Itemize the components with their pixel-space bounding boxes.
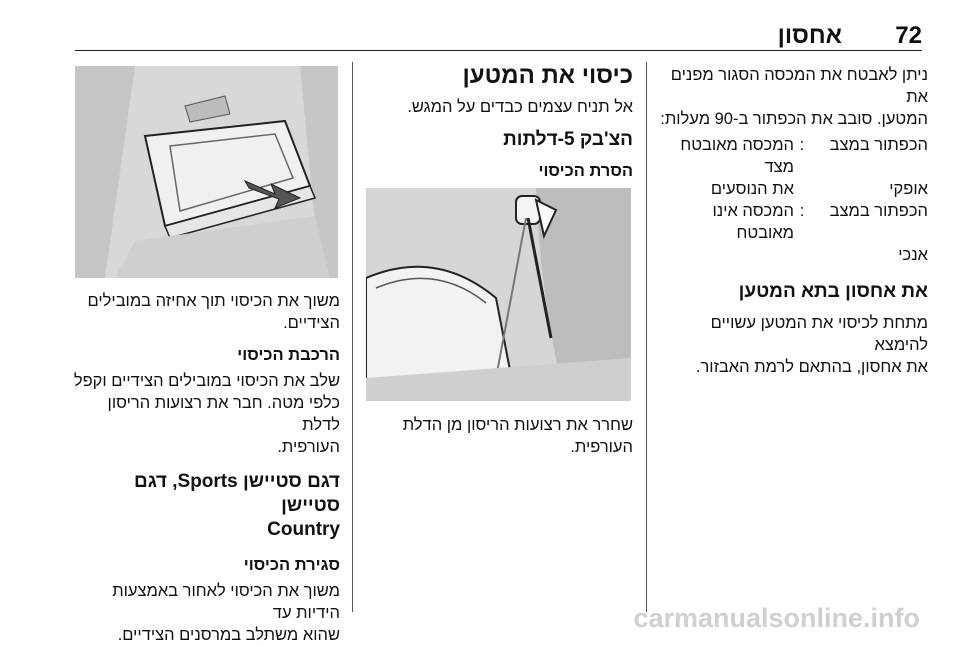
cover-photo [75, 66, 338, 278]
left-column [70, 290, 340, 646]
table-sep: : [799, 202, 805, 220]
caption-line: העורפית. [570, 438, 633, 456]
column-divider [352, 62, 353, 612]
body-line: שהוא משתלב במרסנים הצידיים. [117, 626, 340, 644]
section-heading: את אחסון בתא המטען [738, 281, 928, 302]
caption-line: הצידיים. [283, 314, 340, 332]
subheading: סגירת הכיסוי [243, 556, 340, 574]
variant-heading: הצ'בק 5-דלתות [503, 129, 633, 150]
table-row [658, 134, 928, 178]
watermark: carmanualsonline.info [633, 603, 920, 633]
caption-line: משוך את הכיסוי תוך אחיזה במובילים [87, 292, 340, 310]
variant-heading: דגם סטיישן Sports, דגם סטיישן [134, 471, 340, 516]
column-divider [646, 62, 647, 612]
intro-line: ניתן לאבטח את המכסה הסגור מפנים את [670, 66, 928, 106]
middle-caption [365, 414, 633, 458]
table-row [658, 244, 928, 266]
table-sep: : [799, 136, 805, 154]
middle-column [365, 62, 633, 182]
body-line: מתחת לכיסוי את המטען עשויים להימצא [710, 314, 928, 354]
page-number: 72 [895, 22, 922, 49]
right-column [658, 64, 928, 378]
variant-heading: Country [267, 519, 340, 540]
cover-illustration [75, 66, 338, 278]
table-cell: את הנוסעים [710, 180, 794, 198]
warning-line: אל תניח עצמים כבדים על המגש. [407, 98, 633, 116]
section-title: אחסון [777, 22, 842, 49]
table-cell: הכפתור במצב [829, 202, 928, 220]
strap-illustration [366, 188, 631, 401]
intro-line: המטען. סובב את הכפתור ב-90 מעלות: [660, 110, 928, 128]
body-line: שלב את הכיסוי במובילים הצידיים וקפל [73, 372, 340, 390]
caption-line: שחרר את רצועות הריסון מן הדלת [402, 416, 633, 434]
page-title: כיסוי את המטען [462, 62, 633, 89]
page-header [75, 22, 922, 51]
body-line: העורפית. [277, 438, 340, 456]
table-cell: הכפתור במצב [829, 136, 928, 154]
knob-table [658, 134, 928, 266]
subheading: הסרת הכיסוי [538, 162, 633, 180]
table-cell: אנכי [898, 246, 928, 264]
table-cell: המכסה מאובטח מצד [680, 136, 794, 176]
body-line: את אחסון, בהתאם לרמת האבזור. [695, 358, 928, 376]
strap-photo [366, 188, 631, 401]
table-row [658, 200, 928, 244]
subheading: הרכבת הכיסוי [237, 346, 340, 364]
body-line: משוך את הכיסוי לאחור באמצעות הידיות עד [112, 582, 340, 622]
table-row [658, 178, 928, 200]
body-line: כלפי מטה. חבר את רצועות הריסון לדלת [107, 394, 340, 434]
table-cell: המכסה אינו מאובטח [712, 202, 794, 242]
table-cell: אופקי [889, 180, 928, 198]
